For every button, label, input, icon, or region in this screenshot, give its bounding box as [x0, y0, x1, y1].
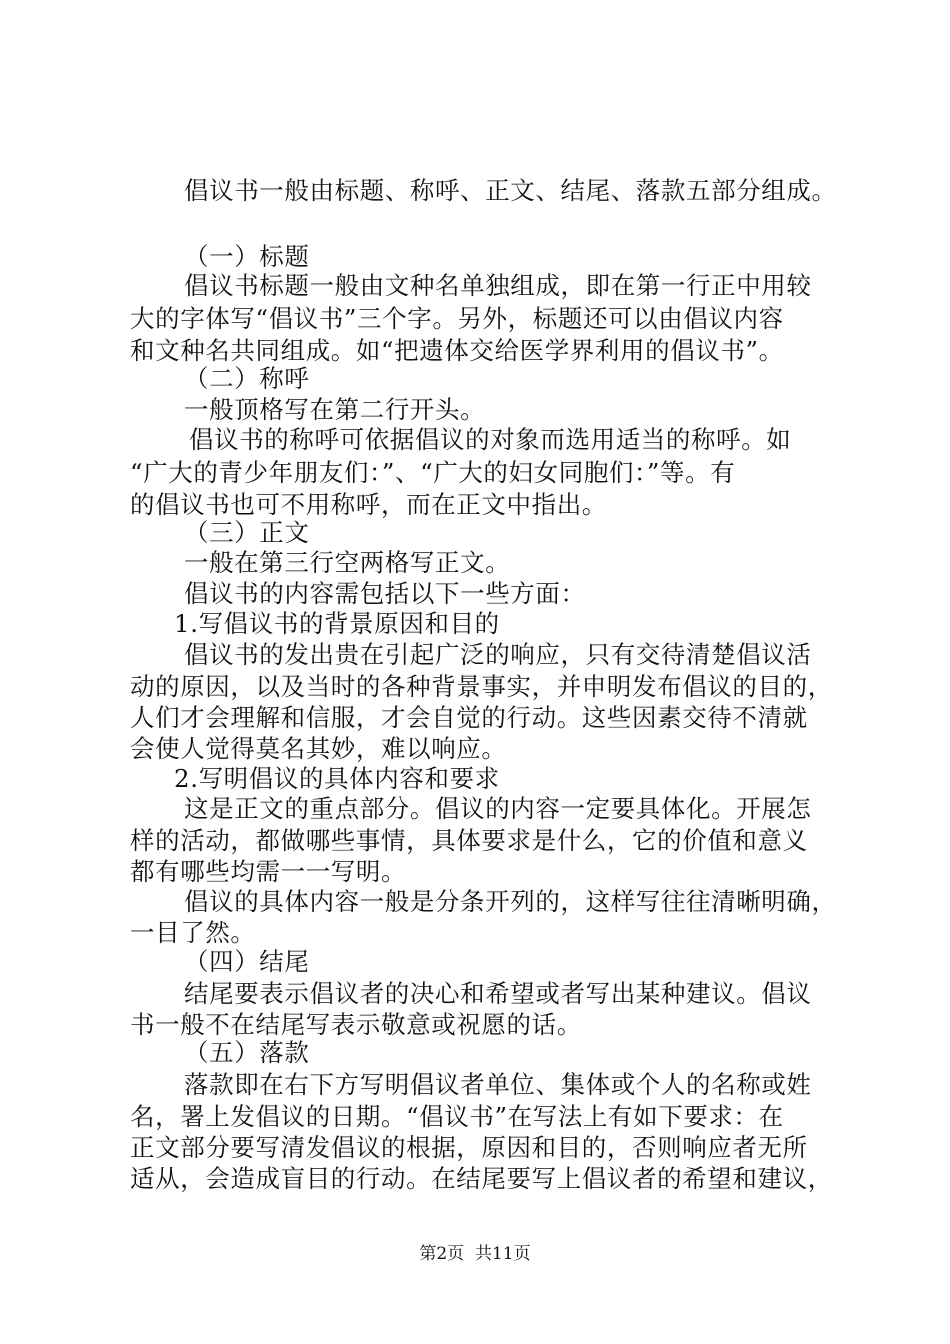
page-footer — [0, 1243, 950, 1265]
body-line: 和文种名共同组成。如“把遗体交给医学界利用的倡议书”。 — [130, 336, 784, 365]
body-line: 一目了然。 — [130, 918, 256, 947]
subheading: 1.写倡议书的背景原因和目的 — [174, 609, 500, 638]
body-line: 一般在第三行空两格写正文。 — [184, 548, 511, 577]
body-line: 名，署上发倡议的日期。“倡议书”在写法上有如下要求：在 — [130, 1102, 784, 1131]
body-line: 一般顶格写在第二行开头。 — [184, 395, 486, 424]
body-line: 落款即在右下方写明倡议者单位、集体或个人的名称或姓 — [184, 1070, 812, 1099]
body-line: 倡议书标题一般由文种名单独组成，即在第一行正中用较 — [184, 271, 812, 300]
page-number: 第2页 共11页 — [419, 1244, 531, 1264]
section-heading: （三）正文 — [184, 518, 310, 547]
body-line: 都有哪些均需一一写明。 — [130, 857, 407, 886]
body-line: 这是正文的重点部分。倡议的内容一定要具体化。开展怎 — [184, 794, 812, 823]
body-line: 会使人觉得莫名其妙，难以响应。 — [130, 734, 507, 763]
subheading: 2.写明倡议的具体内容和要求 — [174, 764, 500, 793]
body-line: 适从，会造成盲目的行动。在结尾要写上倡议者的希望和建议， — [130, 1164, 833, 1193]
body-line: 样的活动，都做哪些事情，具体要求是什么，它的价值和意义 — [130, 826, 808, 855]
body-line: 结尾要表示倡议者的决心和希望或者写出某种建议。倡议 — [184, 979, 812, 1008]
body-line: 倡议书的称呼可依据倡议的对象而选用适当的称呼。如 — [189, 425, 792, 454]
body-line: “广大的青少年朋友们：”、“广大的妇女同胞们：”等。有 — [130, 458, 736, 487]
body-line: 倡议的具体内容一般是分条开列的，这样写往往清晰明确， — [184, 887, 837, 916]
body-line: 正文部分要写清发倡议的根据，原因和目的，否则响应者无所 — [130, 1133, 808, 1162]
section-heading: （五）落款 — [184, 1038, 310, 1067]
body-line: 倡议书一般由标题、称呼、正文、结尾、落款五部分组成。 — [184, 176, 837, 205]
body-line: 倡议书的发出贵在引起广泛的响应，只有交待清楚倡议活 — [184, 640, 812, 669]
body-line: 倡议书的内容需包括以下一些方面： — [184, 579, 586, 608]
section-heading: （四）结尾 — [184, 947, 310, 976]
section-heading: （一）标题 — [184, 242, 310, 271]
body-line: 大的字体写“倡议书”三个字。另外，标题还可以由倡议内容 — [130, 304, 784, 333]
body-line: 动的原因，以及当时的各种背景事实，并申明发布倡议的目的， — [130, 672, 833, 701]
body-line: 的倡议书也可不用称呼，而在正文中指出。 — [130, 490, 607, 519]
body-line: 人们才会理解和信服，才会自觉的行动。这些因素交待不清就 — [130, 703, 808, 732]
section-heading: （二）称呼 — [184, 364, 310, 393]
body-line: 书一般不在结尾写表示敬意或祝愿的话。 — [130, 1010, 582, 1039]
